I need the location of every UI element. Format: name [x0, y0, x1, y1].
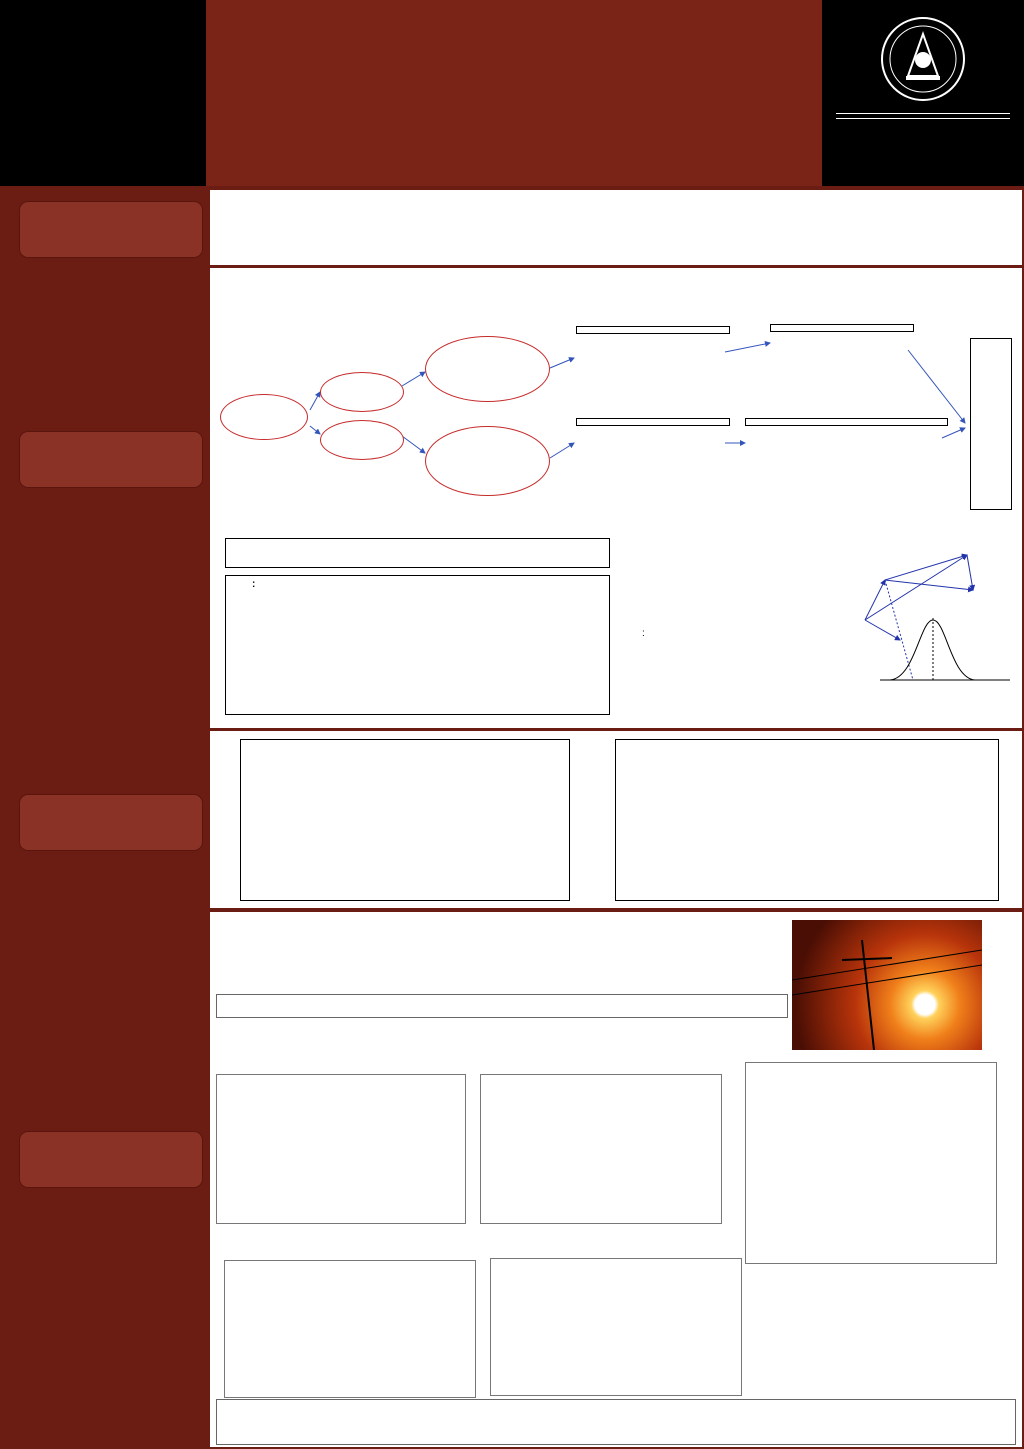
chart-tg-frame — [224, 1260, 476, 1398]
diagram-rede — [746, 1063, 996, 1263]
controlo-right-box — [615, 739, 999, 901]
chart-perdas-frame — [216, 1074, 466, 1224]
esquema-box — [225, 575, 610, 715]
minimizacao-panel — [210, 912, 1022, 1447]
node-fenomenos — [220, 394, 308, 440]
chart-tensao — [481, 1075, 721, 1223]
diagram-rede-frame — [745, 1062, 997, 1264]
chart-tensao-frame — [480, 1074, 722, 1224]
section-minimizacao — [20, 1132, 202, 1187]
header-info-panel — [0, 0, 206, 186]
chart-cong — [491, 1259, 741, 1395]
section-epso — [20, 432, 202, 487]
box-pso-note — [576, 326, 730, 334]
controlo-left-box — [240, 739, 570, 901]
chart-perdas — [217, 1075, 465, 1223]
node-pso — [425, 336, 550, 402]
particle-illustration — [825, 540, 1020, 690]
power-pole-icon — [792, 920, 982, 1050]
node-colonias — [320, 372, 404, 412]
controlo-panel — [210, 731, 1022, 908]
box-need-note — [770, 324, 914, 332]
sunset-photo — [792, 920, 982, 1050]
section-objectivos — [20, 202, 202, 257]
epso-panel — [210, 268, 1022, 728]
node-evolucao — [320, 420, 404, 460]
esquema-title: : — [252, 579, 256, 590]
results-title — [216, 994, 788, 1018]
chart-tg — [225, 1261, 475, 1397]
particle-box — [225, 538, 610, 568]
epso-letters-box — [970, 338, 1012, 510]
box-param-note — [745, 418, 948, 426]
equation-notes — [642, 614, 812, 644]
header-title-panel — [206, 0, 822, 186]
constraints-block — [247, 755, 563, 793]
node-es — [425, 426, 550, 496]
conclusao-box — [216, 1399, 1016, 1445]
university-seal-icon — [878, 14, 968, 104]
objectivos-panel — [210, 190, 1022, 265]
chart-cong-frame — [490, 1258, 742, 1396]
note-treat: : — [642, 628, 645, 639]
box-es-note — [576, 418, 730, 426]
university-logo-panel — [822, 0, 1024, 186]
section-controlo — [20, 795, 202, 850]
